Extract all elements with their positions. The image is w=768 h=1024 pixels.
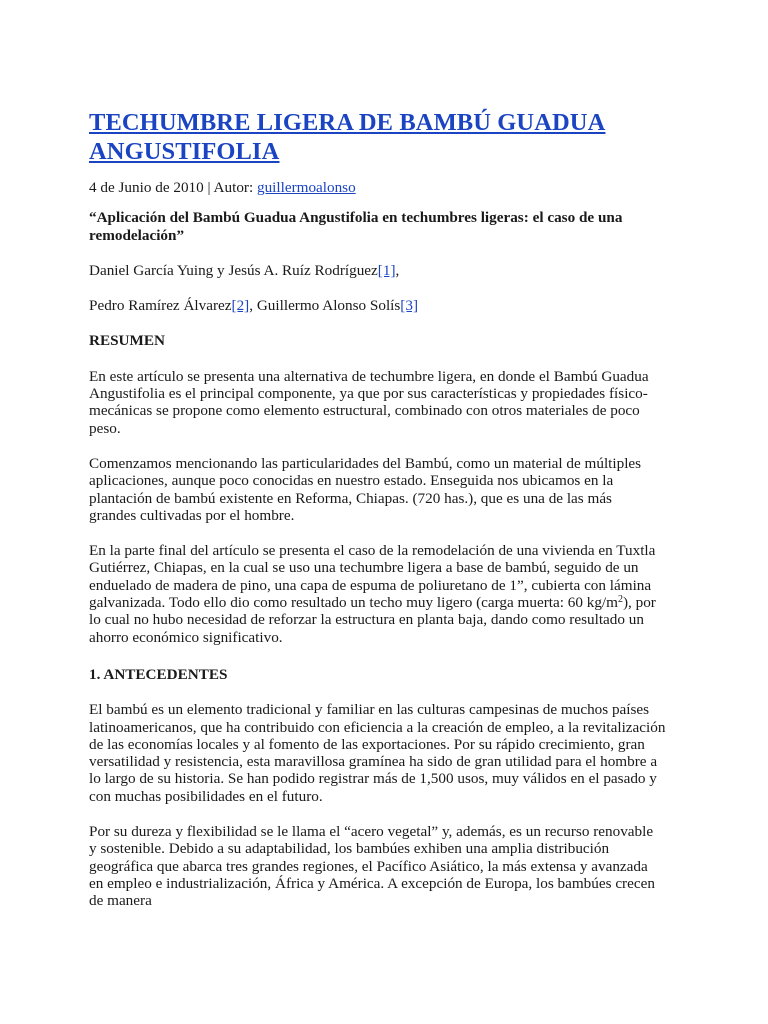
author-link[interactable]: guillermoalonso: [256, 179, 356, 196]
article-meta: [89, 179, 689, 196]
resumen-paragraph-1: En este artículo se presenta una alternativa de techumbre ligera, en donde el Bambú Guadua Angustifolia es el principal componente, ya que por sus características y propiedades físico-mecánicas se propone como elemento estructural, combinado con otros materiales de poco peso.: [89, 367, 649, 437]
footnote-ref-2[interactable]: [2]: [231, 297, 250, 315]
resumen-paragraph-3-after: ), por lo cual no hubo necesidad de reforzar la estructura en planta baja, dando como resultado un ahorro económico significativo.: [89, 594, 656, 646]
footnote-ref-3[interactable]: [3]: [400, 297, 419, 315]
article-subtitle: “Aplicación del Bambú Guadua Angustifolia en techumbres ligeras: el caso de una remodelación”: [89, 209, 623, 244]
author-name-guillermo: , Guillermo Alonso Solís: [249, 297, 401, 315]
resumen-paragraph-2: Comenzamos mencionando las particularidades del Bambú, como un material de múltiples aplicaciones, aunque poco conocidas en nuestro estado. Enseguida nos ubicamos en la plantación de bambú existente en Reforma, Chiapas. (720 has.), que es una de las más grandes cultivadas por el hombre.: [89, 454, 642, 524]
article-title-link[interactable]: TECHUMBRE LIGERA DE BAMBÚ GUADUA ANGUSTIFOLIA: [89, 109, 606, 165]
footnote-ref-1[interactable]: [1]: [377, 261, 396, 279]
antecedentes-heading: 1. ANTECEDENTES: [89, 665, 228, 683]
resumen-paragraph-3-before: En la parte final del artículo se presenta el caso de la remodelación de una vivienda en Tuxtla Gutiérrez, Chiapas, en la cual se uso una techumbre ligera a base de bambú, seguido de un enduelado de madera de pino, una capa de espuma de poliuretano de 1”, cubierta con lámina galvanizada. Todo ello dio como resultado un techo muy ligero (carga muerta: 60 kg/m: [89, 542, 656, 612]
authors-line-1: [89, 262, 689, 279]
publish-date-author-label: 4 de Junio de 2010 | Autor:: [89, 179, 257, 196]
article-body: [89, 108, 689, 910]
authors-line-2: [89, 297, 689, 314]
resumen-heading: RESUMEN: [89, 332, 165, 350]
resumen-paragraph-3: [89, 542, 664, 646]
authors-line-1-suffix: ,: [395, 261, 400, 279]
author-name-pedro: Pedro Ramírez Álvarez: [89, 297, 232, 315]
authors-names-1: Daniel García Yuing y Jesús A. Ruíz Rodríguez: [89, 261, 378, 279]
antecedentes-paragraph-1: El bambú es un elemento tradicional y familiar en las culturas campesinas de muchos países latinoamericanos, que ha contribuido con eficiencia a la creación de empleo, a la revitalización de las economías locales y al fomento de las exportaciones. Por su rápido crecimiento, gran versatilidad y resistencia, esta maravillosa gramínea ha sido de gran utilidad para el hombre a lo largo de su historia. Se han podido registrar más de 1,500 usos, muy válidos en el pasado y con muchas posibilidades en el futuro.: [89, 701, 666, 805]
article-title: [89, 108, 689, 166]
squared-superscript: 2: [617, 594, 623, 606]
antecedentes-paragraph-2: Por su dureza y flexibilidad se le llama el “acero vegetal” y, además, es un recurso renovable y sostenible. Debido a su adaptabilidad, los bambúes exhiben una amplia distribución geográfica que abarca tres grandes regiones, el Pacífico Asiático, la más extensa y avanzada en empleo e industrialización, África y América. A excepción de Europa, los bambúes crecen de manera: [89, 823, 655, 910]
